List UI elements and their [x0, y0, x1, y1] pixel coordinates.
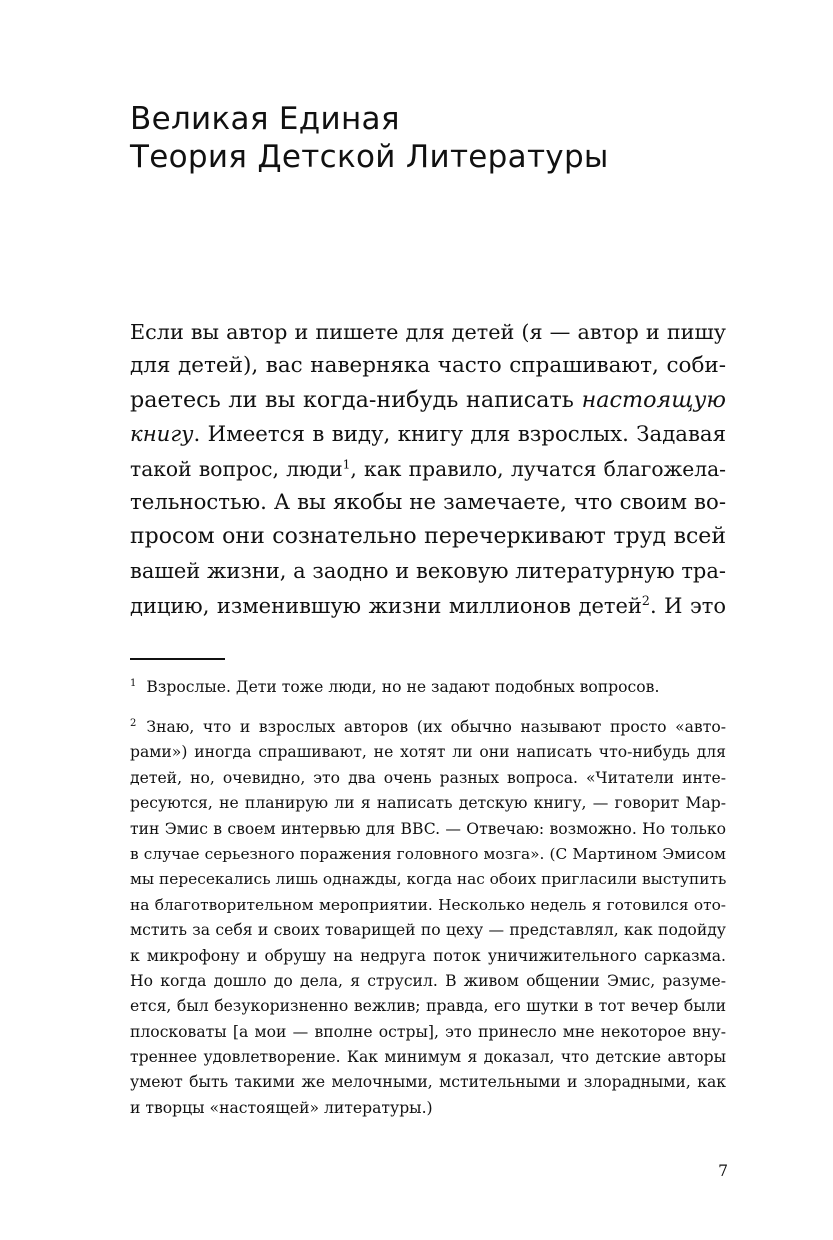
footnote-2 [130, 715, 726, 1121]
chapter-title [130, 100, 609, 176]
footnote-line: умеют быть такими же мелочными, мстительными и злорадными, как [130, 1073, 726, 1092]
footnote-line: к микрофону и обрушу на недруга поток уничижительного сарказма. [130, 946, 726, 965]
footnote-1 [130, 675, 726, 700]
footnote-line: Но когда дошло до дела, я струсил. В живом общении Эмис, разуме- [130, 971, 726, 990]
body-line [130, 383, 726, 417]
body-line [130, 589, 726, 623]
footnote-marker: 1 [130, 677, 137, 689]
footnote-line: детей, но, очевидно, это два очень разных вопроса. «Читатели инте- [130, 768, 726, 787]
body-line: для детей), вас наверняка часто спрашивают, соби- [130, 353, 726, 379]
body-text: дицию, изменившую жизни миллионов детей [130, 593, 642, 618]
emphasis-text: книгу [130, 421, 194, 447]
footnote-text: Взрослые. Дети тоже люди, но не задают подобных вопросов. [146, 678, 660, 696]
footnote-line: тин Эмис в своем интервью для BBC. — Отвечаю: возможно. Но только [130, 819, 726, 838]
footnote-line: мы пересекались лишь однажды, когда нас обоих пригласили выступить [130, 870, 727, 889]
footnote-line: ется, был безукоризненно вежлив; правда, его шутки в тот вечер были [130, 997, 726, 1016]
footnote-line: на благотворительном мероприятии. Несколько недель я готовился ото- [130, 895, 726, 914]
footnote-text: Знаю, что и взрослых авторов (их обычно называют просто «авто- [146, 718, 726, 736]
footnote-marker: 2 [130, 717, 137, 729]
footnote-ref-2[interactable]: 2 [641, 592, 650, 608]
chapter-title-line-2: Теория Детской Литературы [130, 139, 609, 175]
footnote-line: плосковаты [а мои — вполне остры], это принесло мне некоторое вну- [130, 1022, 726, 1041]
body-text: . Имеется в виду, книгу для взрослых. Задавая [193, 421, 726, 447]
body-line: вашей жизни, а заодно и вековую литературную тра- [130, 559, 726, 584]
body-line: Если вы автор и пишете для детей (я — автор и пишу [130, 320, 726, 344]
body-line: просом они сознательно перечеркивают труд всей [130, 524, 726, 550]
body-text: такой вопрос, люди [130, 456, 343, 481]
footnote-line: и творцы «настоящей» литературы.) [130, 1098, 433, 1117]
footnote-line [130, 675, 726, 700]
footnote-ref-1[interactable]: 1 [342, 457, 351, 471]
body-text: раетесь ли вы когда-нибудь написать [130, 387, 574, 414]
body-text: , как правило, лучатся благожела- [350, 456, 726, 481]
body-line: тельностью. А вы якобы не замечаете, что своим во- [130, 489, 726, 515]
body-line [130, 418, 726, 452]
body-paragraph [130, 315, 726, 623]
footnote-line: рами») иногда спрашивают, не хотят ли они написать что-нибудь для [130, 743, 726, 762]
footnote-line: в случае серьезного поражения головного мозга». (С Мартином Эмисом [130, 844, 726, 863]
chapter-title-line-1: Великая Единая [130, 101, 400, 137]
footnote-divider [130, 658, 225, 660]
footnote-line: ресуются, не планирую ли я написать детскую книгу, — говорит Мар- [130, 794, 726, 813]
body-line [130, 452, 726, 486]
footnote-line: мстить за себя и своих товарищей по цеху — представлял, как подойду [130, 921, 726, 940]
footnote-line: треннее удовлетворение. Как минимум я доказал, что детские авторы [130, 1048, 726, 1067]
body-text: . И это [649, 593, 726, 618]
page-number: 7 [718, 1162, 728, 1180]
emphasis-text: настоящую [581, 387, 727, 414]
footnote-line [130, 715, 726, 740]
